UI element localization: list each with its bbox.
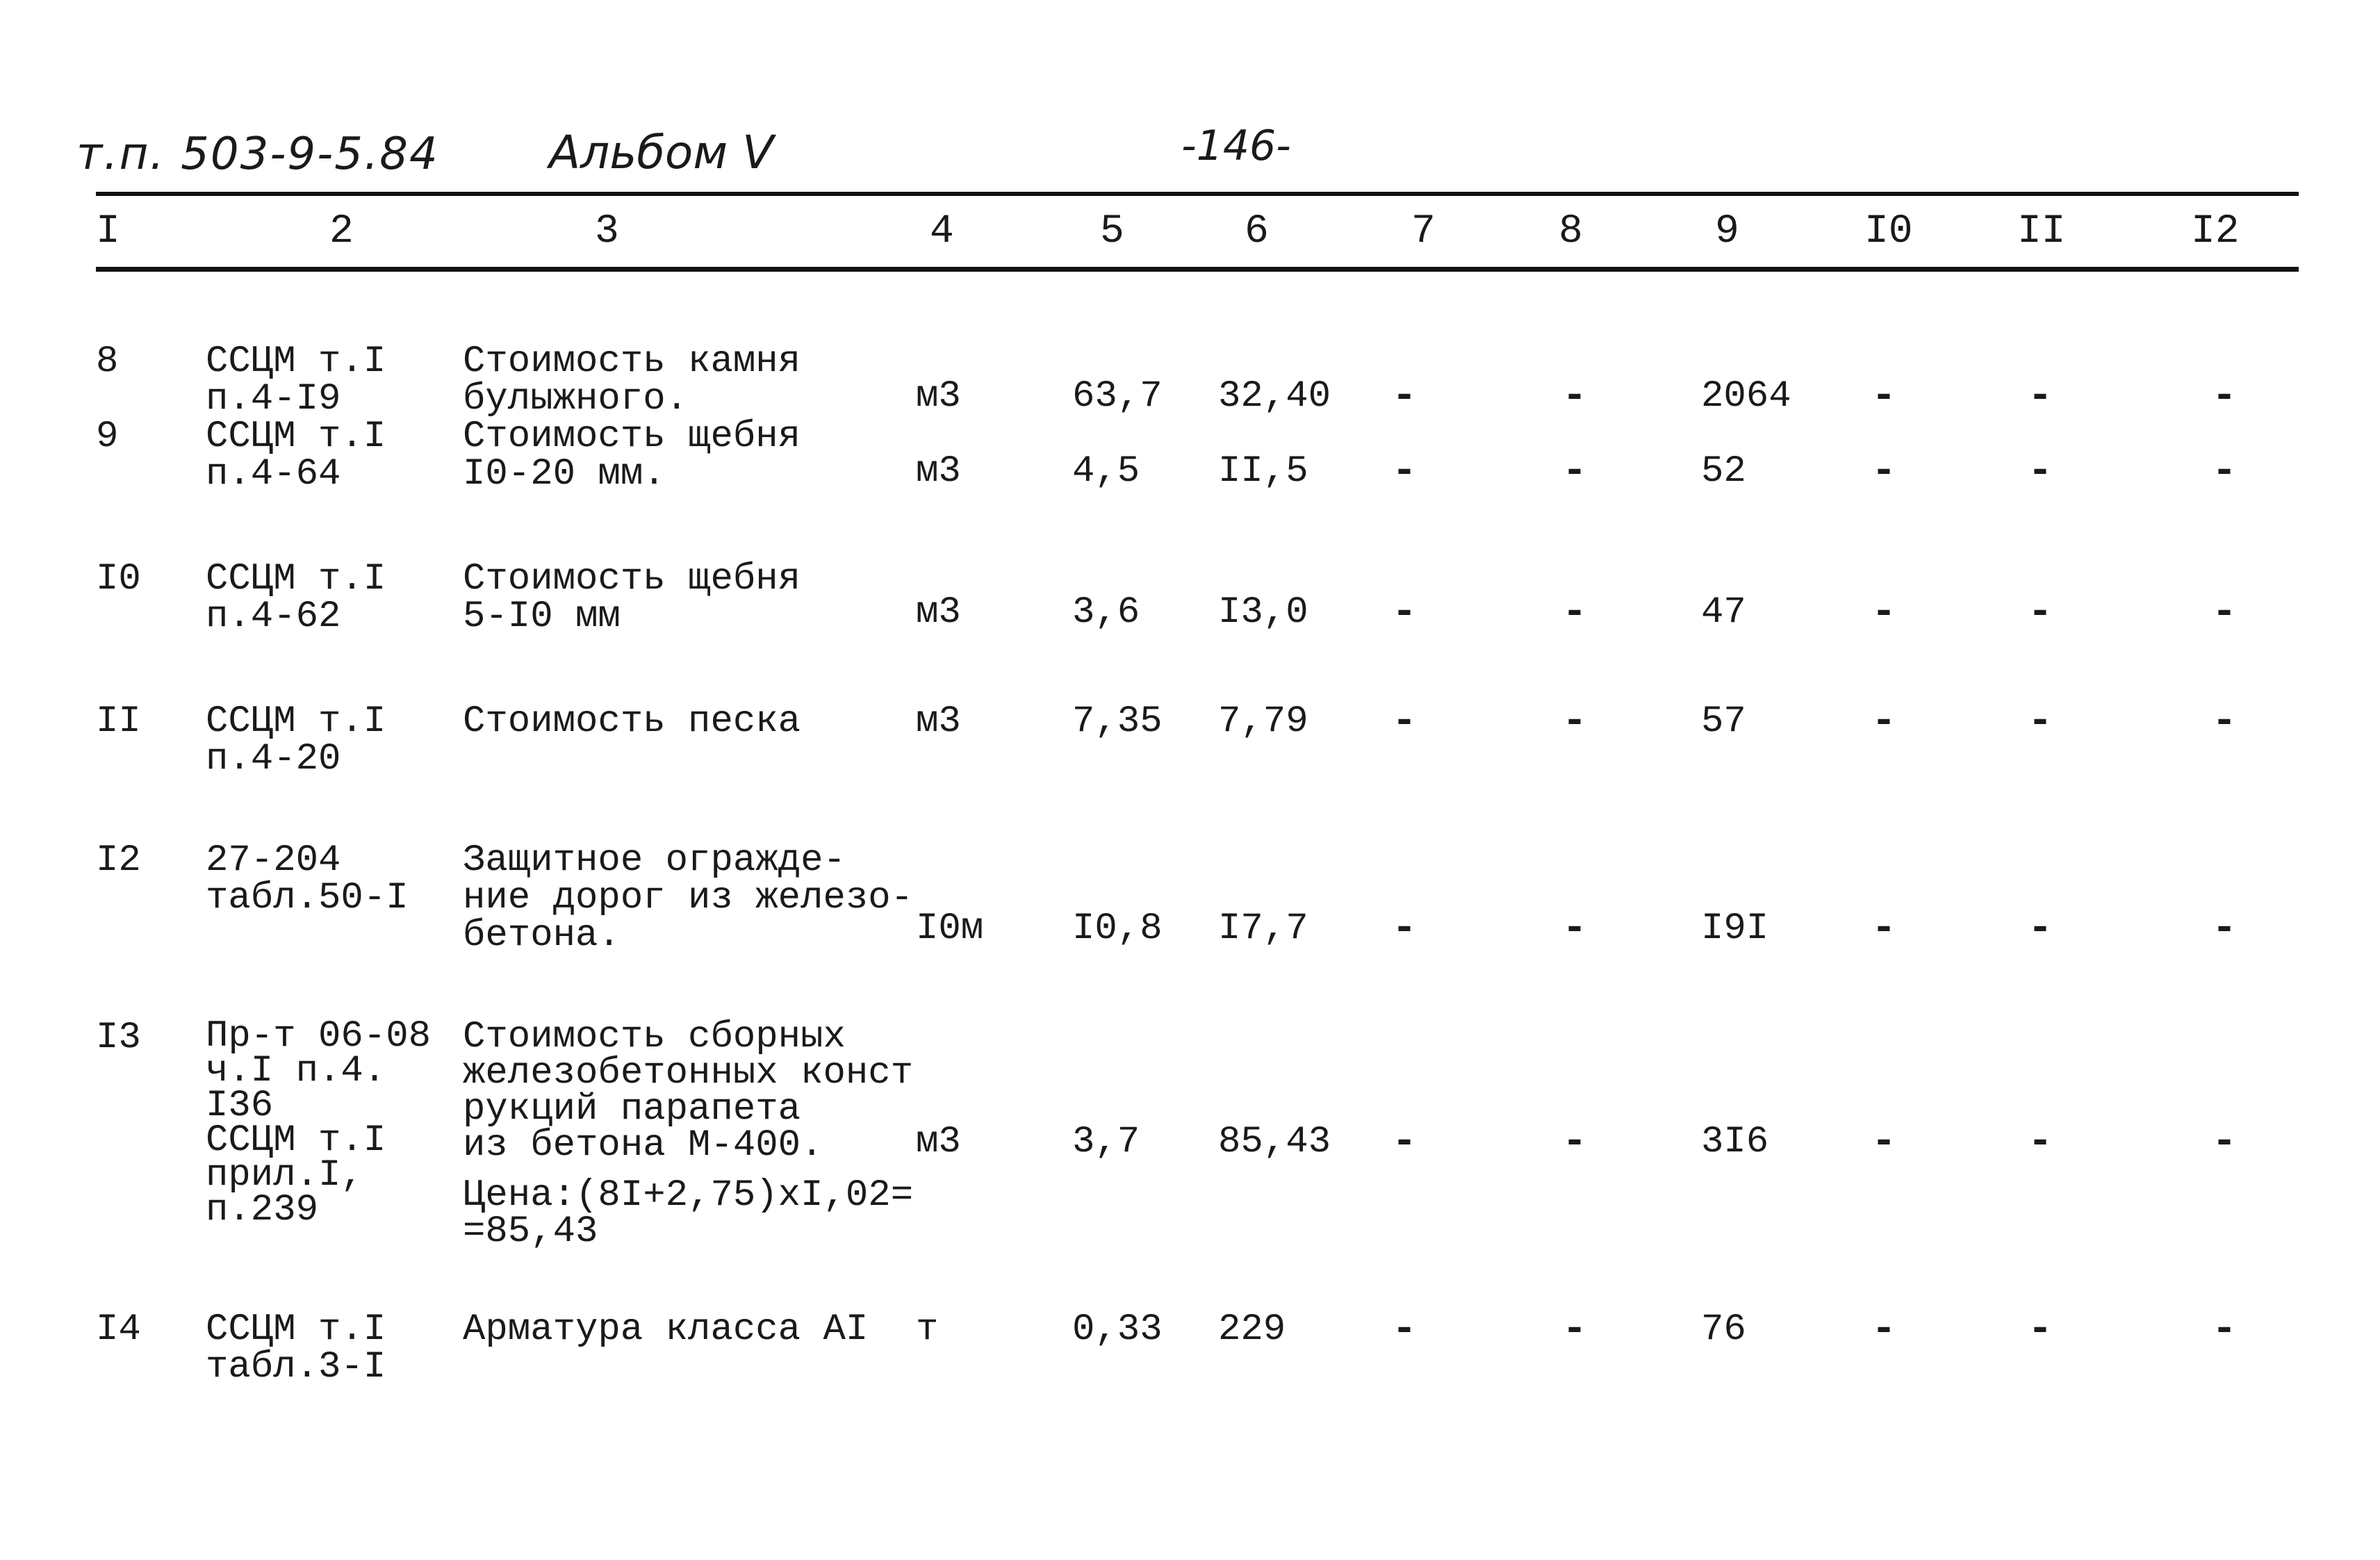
cost-estimate-table bbox=[96, 196, 2299, 1436]
table-row bbox=[96, 267, 2299, 418]
col-8-value: - bbox=[1562, 448, 1588, 495]
table-row bbox=[96, 842, 2299, 1019]
unit: м3 bbox=[916, 700, 961, 743]
table-row bbox=[96, 703, 2299, 842]
col-12-value: - bbox=[2212, 698, 2238, 746]
col-10-value: - bbox=[1871, 1306, 1897, 1354]
col-12-value: - bbox=[2212, 589, 2238, 637]
unit: м3 bbox=[916, 1121, 961, 1163]
column-header: 6 bbox=[1245, 208, 1269, 254]
col-10-value: - bbox=[1871, 373, 1897, 420]
col-8-value: - bbox=[1562, 373, 1588, 420]
col-10-value: - bbox=[1871, 448, 1897, 495]
column-header: 8 bbox=[1559, 208, 1583, 254]
total-cost: 57 bbox=[1701, 700, 1746, 743]
column-header: II bbox=[2017, 208, 2066, 254]
table-row bbox=[96, 1311, 2299, 1436]
col-11-value: - bbox=[2028, 698, 2053, 746]
item-description: Стоимость щебня 5-I0 мм bbox=[463, 558, 801, 638]
total-cost: 47 bbox=[1701, 591, 1746, 634]
column-header: I0 bbox=[1864, 208, 1913, 254]
unit-price: II,5 bbox=[1218, 450, 1308, 493]
col-8-value: - bbox=[1562, 589, 1588, 637]
unit: м3 bbox=[916, 375, 961, 418]
column-header: 4 bbox=[930, 208, 954, 254]
reference-code: ССЦМ т.I табл.3-I bbox=[206, 1308, 386, 1388]
unit: т bbox=[916, 1308, 939, 1351]
total-cost: 3I6 bbox=[1701, 1121, 1769, 1163]
col-11-value: - bbox=[2028, 905, 2053, 953]
total-cost: 52 bbox=[1701, 450, 1746, 493]
unit: м3 bbox=[916, 450, 961, 493]
quantity: 7,35 bbox=[1072, 700, 1163, 743]
item-description: Стоимость песка bbox=[463, 700, 801, 743]
page-header bbox=[0, 122, 2380, 184]
item-description: Стоимость щебня I0-20 мм. bbox=[463, 416, 801, 495]
col-10-value: - bbox=[1871, 1119, 1897, 1166]
col-7-value: - bbox=[1392, 1119, 1418, 1166]
col-12-value: - bbox=[2212, 1306, 2238, 1354]
unit: I0м bbox=[916, 908, 984, 950]
total-cost: I9I bbox=[1701, 908, 1769, 950]
col-11-value: - bbox=[2028, 1119, 2053, 1166]
unit-price: 229 bbox=[1218, 1308, 1286, 1351]
page-number: -146- bbox=[1181, 122, 1291, 170]
row-number: I3 bbox=[96, 1017, 141, 1059]
item-description: Стоимость сборных железобетонных конст рукций парапета из бетона М-400. bbox=[463, 1016, 914, 1167]
col-11-value: - bbox=[2028, 1306, 2053, 1354]
row-number: I2 bbox=[96, 839, 141, 882]
col-10-value: - bbox=[1871, 905, 1897, 953]
unit-price: I3,0 bbox=[1218, 591, 1308, 634]
reference-code: ССЦМ т.I п.4-I9 bbox=[206, 340, 386, 420]
row-number: I4 bbox=[96, 1308, 141, 1351]
column-header: 2 bbox=[329, 208, 354, 254]
col-12-value: - bbox=[2212, 905, 2238, 953]
row-number: 9 bbox=[96, 416, 119, 458]
column-header: 9 bbox=[1715, 208, 1739, 254]
col-11-value: - bbox=[2028, 448, 2053, 495]
col-7-value: - bbox=[1392, 589, 1418, 637]
col-12-value: - bbox=[2212, 1119, 2238, 1166]
reference-code: ССЦМ т.I п.4-64 bbox=[206, 416, 386, 495]
quantity: I0,8 bbox=[1072, 908, 1163, 950]
total-cost: 76 bbox=[1701, 1308, 1746, 1351]
column-header: I2 bbox=[2191, 208, 2240, 254]
col-12-value: - bbox=[2212, 373, 2238, 420]
col-8-value: - bbox=[1562, 905, 1588, 953]
item-description: Защитное огражде- ние дорог из железо- бетона. bbox=[463, 839, 914, 957]
quantity: 3,7 bbox=[1072, 1121, 1140, 1163]
col-8-value: - bbox=[1562, 1306, 1588, 1354]
column-header: 3 bbox=[595, 208, 619, 254]
column-header: I bbox=[96, 208, 120, 254]
row-number: II bbox=[96, 700, 141, 743]
column-number-row bbox=[96, 196, 2299, 267]
quantity: 0,33 bbox=[1072, 1308, 1163, 1351]
col-8-value: - bbox=[1562, 698, 1588, 746]
reference-code: ССЦМ т.I п.4-20 bbox=[206, 700, 386, 780]
unit-price: 85,43 bbox=[1218, 1121, 1331, 1163]
column-header: 5 bbox=[1100, 208, 1124, 254]
unit-price: I7,7 bbox=[1218, 908, 1308, 950]
col-12-value: - bbox=[2212, 448, 2238, 495]
reference-code: ССЦМ т.I п.4-62 bbox=[206, 558, 386, 638]
col-10-value: - bbox=[1871, 698, 1897, 746]
quantity: 3,6 bbox=[1072, 591, 1140, 634]
row-number: 8 bbox=[96, 340, 119, 383]
row-number: I0 bbox=[96, 558, 141, 600]
table-row bbox=[96, 561, 2299, 703]
price-formula-note: Цена:(8I+2,75)xI,02= =85,43 bbox=[463, 1174, 914, 1253]
column-header: 7 bbox=[1411, 208, 1436, 254]
reference-code: 27-204 табл.50-I bbox=[206, 839, 409, 919]
quantity: 63,7 bbox=[1072, 375, 1163, 418]
col-11-value: - bbox=[2028, 589, 2053, 637]
document-code: т.п. 503-9-5.84 bbox=[76, 129, 439, 180]
total-cost: 2064 bbox=[1701, 375, 1791, 418]
item-description: Арматура класса АI bbox=[463, 1308, 869, 1351]
album-label: Альбом V bbox=[549, 126, 774, 179]
col-11-value: - bbox=[2028, 373, 2053, 420]
col-7-value: - bbox=[1392, 905, 1418, 953]
quantity: 4,5 bbox=[1072, 450, 1140, 493]
col-7-value: - bbox=[1392, 448, 1418, 495]
table-row bbox=[96, 418, 2299, 561]
item-description: Стоимость камня булыжного. bbox=[463, 340, 801, 420]
col-7-value: - bbox=[1392, 1306, 1418, 1354]
col-10-value: - bbox=[1871, 589, 1897, 637]
unit-price: 32,40 bbox=[1218, 375, 1331, 418]
table-row bbox=[96, 1019, 2299, 1311]
unit-price: 7,79 bbox=[1218, 700, 1308, 743]
unit: м3 bbox=[916, 591, 961, 634]
col-7-value: - bbox=[1392, 373, 1418, 420]
col-8-value: - bbox=[1562, 1119, 1588, 1166]
col-7-value: - bbox=[1392, 698, 1418, 746]
reference-code: Пр-т 06-08 ч.I п.4. I36 ССЦМ т.I прил.I, п.239 bbox=[206, 1015, 432, 1231]
